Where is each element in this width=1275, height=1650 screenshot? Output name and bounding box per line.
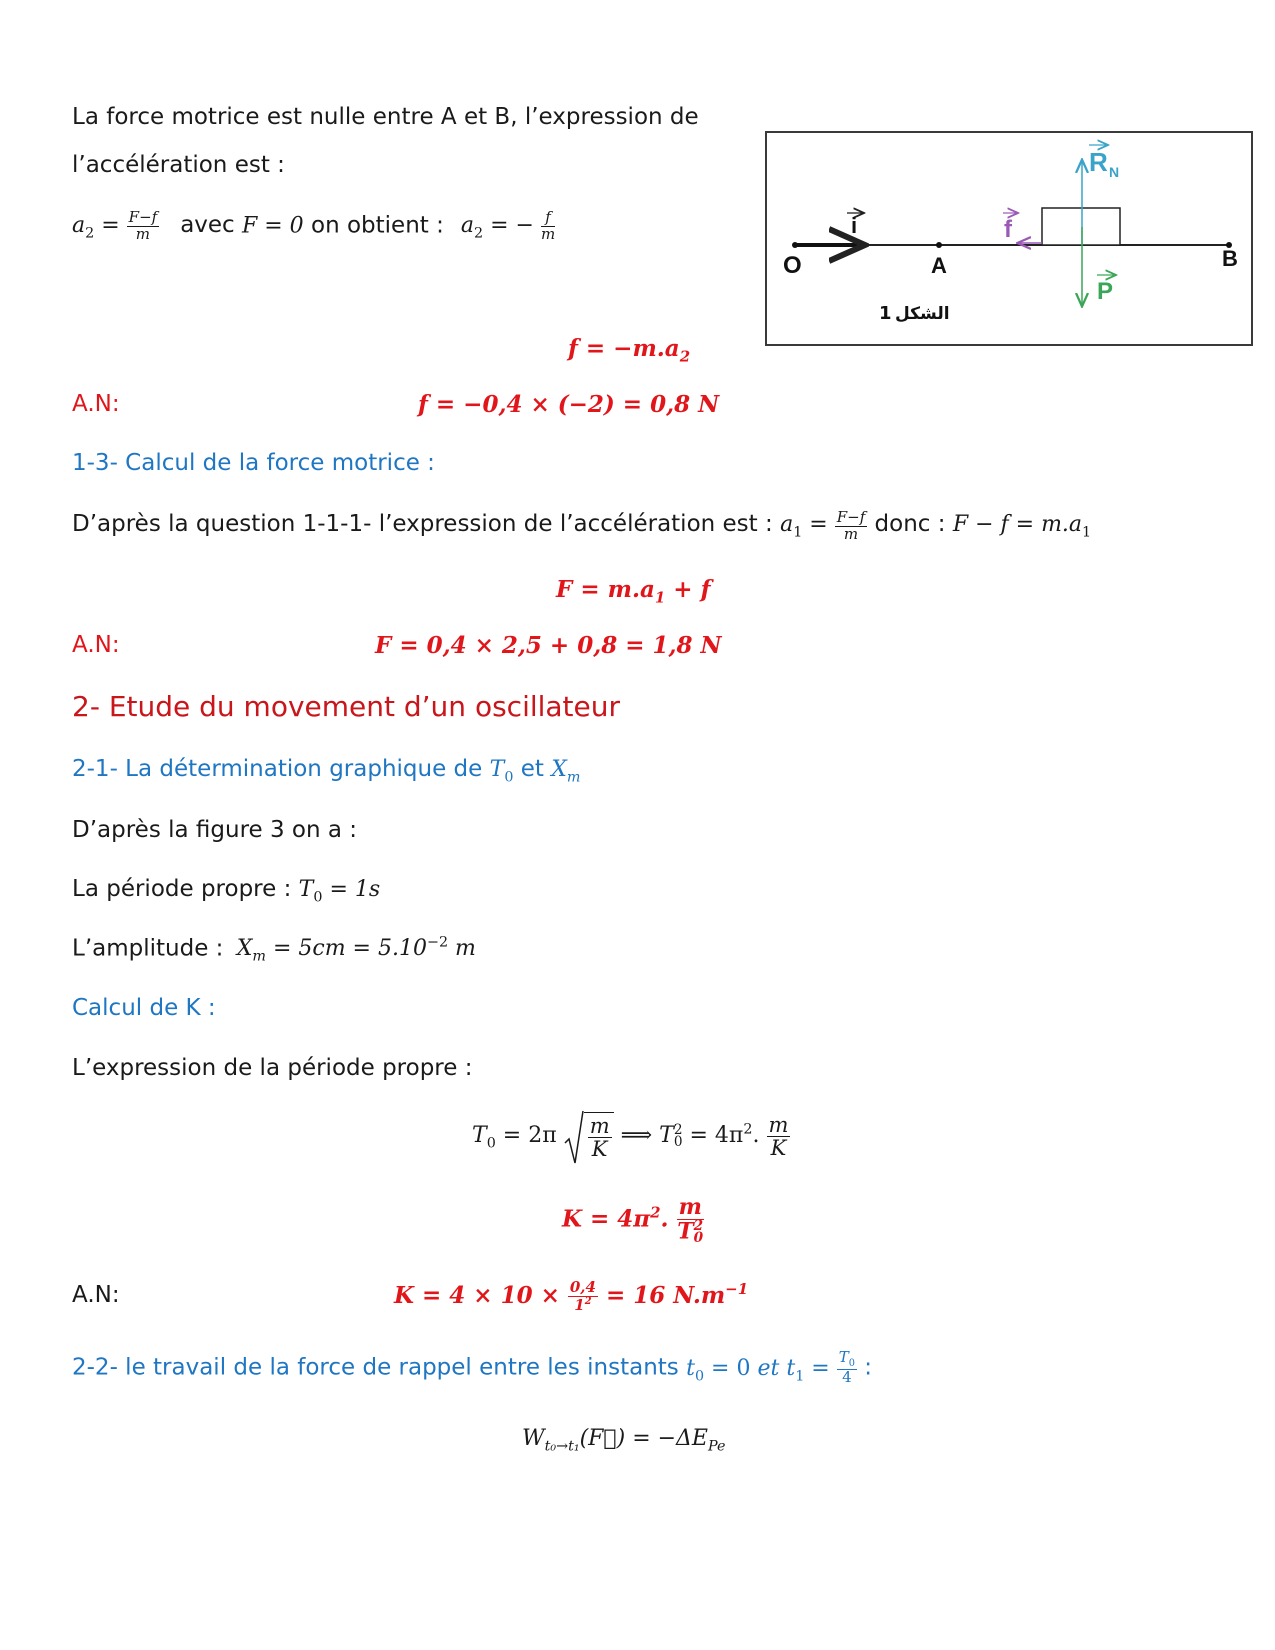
- period-formula: $T_0 = 2\pi$ $\frac{m}{K}$ ⟹ T 2 0 = $4\pi^2$. $\frac{m}{K}$: [472, 1112, 789, 1162]
- label-f: f: [1004, 216, 1012, 243]
- amplitude-line: L’amplitude : $X_m = 5cm = 5.10^{-2}$ m: [72, 935, 476, 965]
- periode-propre-line: La période propre : $T_0 = 1s$: [72, 876, 381, 906]
- figure-3-reference: D’après la figure 3 on a :: [72, 817, 358, 843]
- label-B: B: [1222, 246, 1238, 271]
- period-expression-text: L’expression de la période propre :: [72, 1055, 473, 1081]
- point-O: [792, 242, 798, 248]
- label-i: i: [851, 213, 858, 238]
- caption-number: 1: [879, 303, 892, 324]
- label-P: P: [1097, 278, 1114, 305]
- section-1-3-text: D’après la question 1-1-1- l’expression de l’accélération est : $a_1$ = $\frac{F-f}{m}$ donc : $F - f = m.a_1$: [72, 508, 1092, 543]
- an-label-K: A.N:: [72, 1282, 120, 1308]
- result-f: $f = -m.a_2$: [568, 335, 691, 366]
- caption-arabic: الشكل: [895, 304, 950, 324]
- calc-K-title: Calcul de K :: [72, 995, 216, 1021]
- figure-1-drawing: [767, 133, 1251, 344]
- section-2-title: 2- Etude du movement d’un oscillateur: [72, 690, 621, 723]
- solid-block: [1042, 208, 1120, 245]
- an-value-f: f = −0,4 × (−2) = 0,8 N: [418, 391, 720, 418]
- figure-1: [765, 131, 1253, 346]
- result-K: $K = 4\pi^2$. m T 2 0: [562, 1194, 704, 1247]
- work-formula: $W_{t_0\to t_1}(F⃗) = -\Delta E_{Pe}$: [522, 1426, 726, 1455]
- label-R-sub: N: [1109, 164, 1120, 180]
- label-O: O: [783, 252, 802, 279]
- equation-a2: $a_2$ = $\frac{F-f}{m}$ avec F = 0 on obtient : $a_2$ = − $\frac{f}{m}$: [72, 208, 556, 243]
- an-value-K: K = 4 × 10 × $\frac{0,4}{1^2}$ = 16 $N.m^{-1}$: [394, 1278, 749, 1314]
- label-A: A: [931, 253, 947, 278]
- section-2-1-title: 2-1- La détermination graphique de $T_0$ et $X_m$: [72, 756, 581, 786]
- intro-line-2: l’accélération est :: [72, 152, 285, 178]
- an-label-F: A.N:: [72, 632, 120, 658]
- an-label-f: A.N:: [72, 391, 120, 417]
- section-2-2-title: 2-2- le travail de la force de rappel entre les instants $t_0 = 0$ et $t_1$ = $\frac{T_0}{4}$ :: [72, 1348, 873, 1387]
- section-1-3-title: 1-3- Calcul de la force motrice :: [72, 450, 435, 476]
- label-R: R: [1089, 147, 1108, 177]
- result-F: $F = m.a_1 + f$: [556, 576, 711, 607]
- intro-line-1: La force motrice est nulle entre A et B, l’expression de: [72, 104, 699, 130]
- point-A: [936, 242, 942, 248]
- an-value-F: F = 0,4 × 2,5 + 0,8 = 1,8 N: [375, 632, 722, 659]
